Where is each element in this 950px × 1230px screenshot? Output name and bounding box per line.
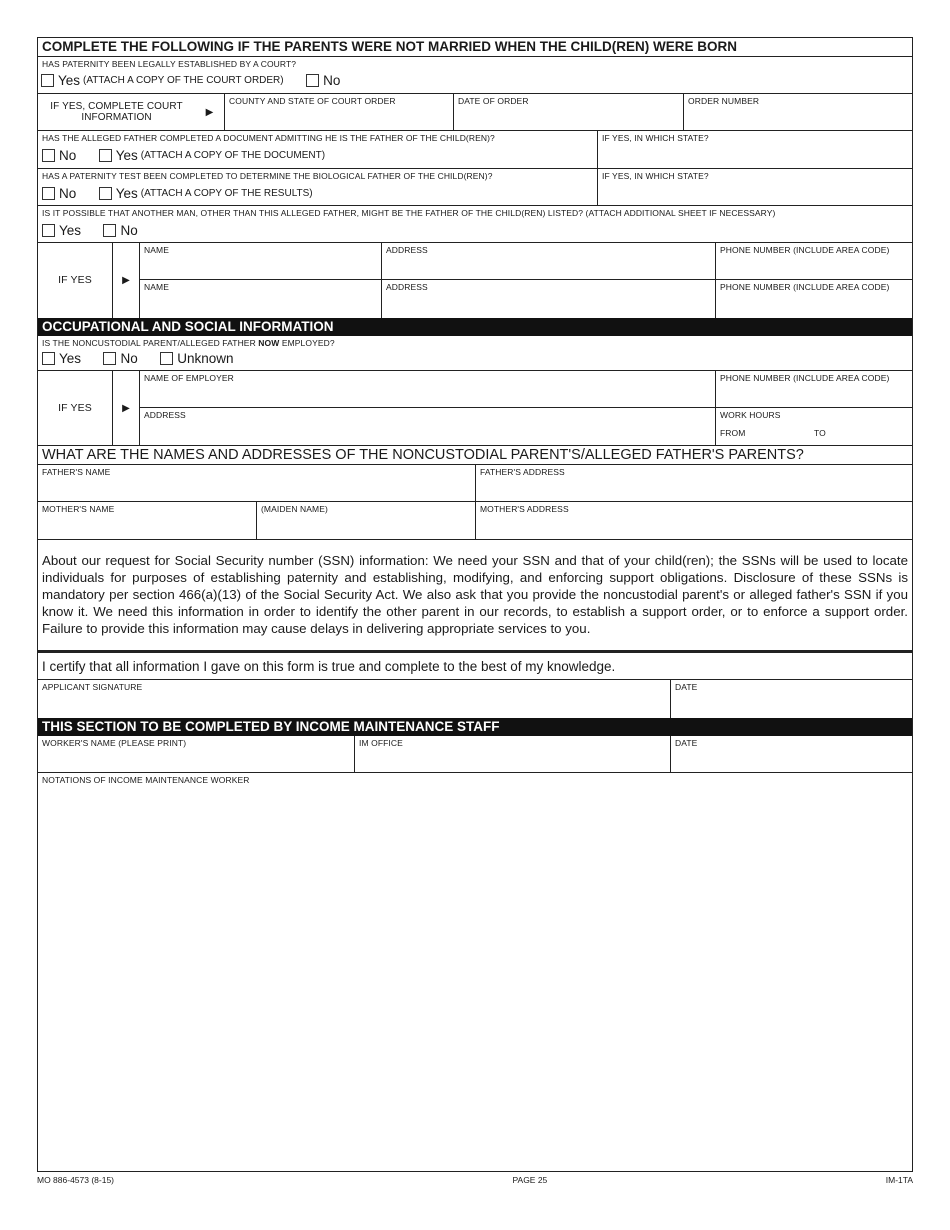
address-label: ADDRESS [386, 282, 428, 292]
test-yes-option[interactable] [99, 186, 313, 201]
court-yes-checkbox[interactable] [41, 74, 54, 87]
court-question-row [38, 57, 912, 94]
document-no-checkbox[interactable] [42, 149, 55, 162]
mother-row [38, 502, 912, 540]
employed-yes-label: Yes [59, 351, 82, 366]
phone-label: PHONE NUMBER (INCLUDE AREA CODE) [720, 245, 890, 255]
fathers-name-label: FATHER'S NAME [42, 467, 111, 477]
other-man-name-1[interactable] [140, 243, 382, 279]
other-man-yes-label: Yes [59, 223, 82, 238]
mothers-address-label: MOTHER'S ADDRESS [480, 504, 569, 514]
other-man-name-2[interactable] [140, 280, 382, 318]
document-yes-label: Yes [115, 148, 138, 163]
if-yes-employer-label: IF YES [38, 371, 113, 445]
section-title-parents-names: WHAT ARE THE NAMES AND ADDRESSES OF THE NONCUSTODIAL PARENT'S/ALLEGED FATHER'S PARENTS? [38, 446, 912, 465]
worker-name-field[interactable] [38, 736, 355, 772]
address-label: ADDRESS [386, 245, 428, 255]
work-hours-to-label: TO [814, 427, 826, 438]
employed-no-option[interactable] [103, 351, 137, 366]
fathers-address-field[interactable] [476, 465, 912, 501]
date-of-order-field[interactable] [454, 94, 684, 130]
document-no-option[interactable] [42, 148, 76, 163]
worker-name-label: WORKER'S NAME (PLEASE PRINT) [42, 738, 187, 748]
form-code: IM-1TA [885, 1175, 913, 1185]
if-yes-other-label: IF YES [38, 243, 113, 318]
other-man-question-row [38, 206, 912, 243]
ssn-notice: About our request for Social Security number (SSN) information: We need your SSN and that of your child(ren); the SSNs will be used to locate individuals for purposes of establishing paternity and establishing, modifying, and enforcing support obligations. Disclosure of these SSNs is mandatory per section 466(a)(13) of the Social Security Act. We also ask that you provide the noncustodial parent's or alleged father's SSN if you know it. We need this information in order to identify the other parent in our records, to establish a support order, or to enforce a support order. Failure to provide this information may cause delays in delivering appropriate services to you. [38, 540, 912, 653]
maiden-name-label: (MAIDEN NAME) [261, 504, 328, 514]
order-number-field[interactable] [684, 94, 912, 130]
test-no-checkbox[interactable] [42, 187, 55, 200]
other-man-no-checkbox[interactable] [103, 224, 116, 237]
im-office-label: IM OFFICE [359, 738, 403, 748]
mothers-address-field[interactable] [476, 502, 912, 539]
employed-unknown-option[interactable] [160, 351, 233, 366]
section-title-staff: THIS SECTION TO BE COMPLETED BY INCOME MAINTENANCE STAFF [38, 718, 912, 736]
employed-no-label: No [120, 351, 138, 366]
employed-unknown-checkbox[interactable] [160, 352, 173, 365]
notations-label: NOTATIONS OF INCOME MAINTENANCE WORKER [42, 775, 250, 785]
test-state-field[interactable] [598, 169, 912, 205]
section-title-parents-not-married: COMPLETE THE FOLLOWING IF THE PARENTS WERE NOT MARRIED WHEN THE CHILD(REN) WERE BORN [38, 38, 912, 57]
section-title-occupational: OCCUPATIONAL AND SOCIAL INFORMATION [38, 318, 912, 336]
employed-question-label: IS THE NONCUSTODIAL PARENT/ALLEGED FATHER NOW EMPLOYED? [42, 338, 335, 348]
signature-row [38, 680, 912, 718]
notations-field[interactable] [38, 773, 912, 1171]
phone-label: PHONE NUMBER (INCLUDE AREA CODE) [720, 282, 890, 292]
employer-address-label: ADDRESS [144, 409, 186, 420]
other-man-no-option[interactable] [103, 223, 137, 238]
document-state-field[interactable] [598, 131, 912, 168]
test-question-row [38, 169, 912, 206]
im-office-field[interactable] [355, 736, 671, 772]
worker-date-label: DATE [675, 738, 698, 748]
test-question-label: HAS A PATERNITY TEST BEEN COMPLETED TO DETERMINE THE BIOLOGICAL FATHER OF THE CHILD(REN)? [42, 171, 493, 181]
employer-address-field[interactable] [140, 408, 716, 445]
document-no-label: No [59, 148, 77, 163]
other-man-yes-option[interactable] [42, 223, 81, 238]
application-form [37, 37, 913, 1172]
employed-question-row [38, 336, 912, 371]
form-id: MO 886-4573 (8-15) [37, 1175, 115, 1185]
employed-no-checkbox[interactable] [103, 352, 116, 365]
page-footer [37, 1175, 913, 1185]
court-yes-label: Yes [58, 73, 81, 88]
if-yes-court-label: IF YES, COMPLETE COURT INFORMATION [50, 101, 183, 123]
maiden-name-field[interactable] [257, 502, 476, 539]
other-man-address-2[interactable] [382, 280, 716, 318]
document-yes-checkbox[interactable] [99, 149, 112, 162]
court-question-label: HAS PATERNITY BEEN LEGALLY ESTABLISHED BY A COURT? [42, 59, 297, 69]
test-yes-checkbox[interactable] [99, 187, 112, 200]
arrow-right-icon: ▶ [195, 94, 225, 130]
court-yes-note: (ATTACH A COPY OF THE COURT ORDER) [83, 75, 284, 86]
court-no-label: No [323, 73, 341, 88]
employer-phone-label: PHONE NUMBER (INCLUDE AREA CODE) [720, 373, 890, 383]
document-question-row [38, 131, 912, 169]
employer-phone-field[interactable] [716, 371, 912, 407]
court-no-option[interactable] [306, 73, 340, 88]
test-no-option[interactable] [42, 186, 76, 201]
other-man-block [38, 243, 912, 318]
worker-date-field[interactable] [671, 736, 912, 772]
employed-unknown-label: Unknown [177, 351, 234, 366]
applicant-date-label: DATE [675, 682, 698, 692]
arrow-right-icon: ▶ [113, 371, 140, 445]
document-yes-note: (ATTACH A COPY OF THE DOCUMENT) [140, 150, 326, 161]
applicant-signature-label: APPLICANT SIGNATURE [42, 682, 143, 692]
page-number: PAGE 25 [512, 1175, 548, 1185]
employed-yes-checkbox[interactable] [42, 352, 55, 365]
employer-name-field[interactable] [140, 371, 716, 407]
other-man-question-label: IS IT POSSIBLE THAT ANOTHER MAN, OTHER THAN THIS ALLEGED FATHER, MIGHT BE THE FATHER OF THE CHILD(REN) LISTED? (ATTACH ADDITIONAL SHEET IF NECESSARY) [42, 208, 776, 218]
mothers-name-field[interactable] [38, 502, 257, 539]
document-yes-option[interactable] [99, 148, 325, 163]
court-no-checkbox[interactable] [306, 74, 319, 87]
work-hours-from-label: FROM [720, 427, 746, 438]
father-row [38, 465, 912, 502]
employer-block [38, 371, 912, 446]
other-man-phone-1[interactable] [716, 243, 912, 279]
test-yes-label: Yes [115, 186, 138, 201]
employed-yes-option[interactable] [42, 351, 81, 366]
work-hours-field[interactable] [716, 408, 912, 445]
other-man-phone-2[interactable] [716, 280, 912, 318]
fathers-name-field[interactable] [38, 465, 476, 501]
fathers-address-label: FATHER'S ADDRESS [480, 467, 565, 477]
date-of-order-label: DATE OF ORDER [458, 96, 529, 106]
employer-name-label: NAME OF EMPLOYER [144, 373, 234, 383]
test-no-label: No [59, 186, 77, 201]
worker-row [38, 736, 912, 773]
test-state-label: IF YES, IN WHICH STATE? [602, 171, 709, 181]
name-label: NAME [144, 245, 169, 255]
arrow-right-icon: ▶ [113, 243, 140, 318]
order-number-label: ORDER NUMBER [688, 96, 760, 106]
county-state-label: COUNTY AND STATE OF COURT ORDER [229, 96, 396, 106]
other-man-address-1[interactable] [382, 243, 716, 279]
other-man-no-label: No [120, 223, 138, 238]
document-state-label: IF YES, IN WHICH STATE? [602, 133, 709, 143]
name-label: NAME [144, 282, 169, 292]
court-yes-option[interactable] [42, 73, 284, 88]
applicant-signature-field[interactable] [38, 680, 671, 718]
other-man-yes-checkbox[interactable] [42, 224, 55, 237]
applicant-date-field[interactable] [671, 680, 912, 718]
test-yes-note: (ATTACH A COPY OF THE RESULTS) [140, 188, 313, 199]
county-state-field[interactable] [225, 94, 454, 130]
certify-statement: I certify that all information I gave on this form is true and complete to the best of my knowledge. [38, 653, 912, 680]
work-hours-label: WORK HOURS [720, 409, 781, 420]
court-info-row [38, 94, 912, 131]
mothers-name-label: MOTHER'S NAME [42, 504, 115, 514]
document-question-label: HAS THE ALLEGED FATHER COMPLETED A DOCUMENT ADMITTING HE IS THE FATHER OF THE CHILD(REN)? [42, 133, 495, 143]
